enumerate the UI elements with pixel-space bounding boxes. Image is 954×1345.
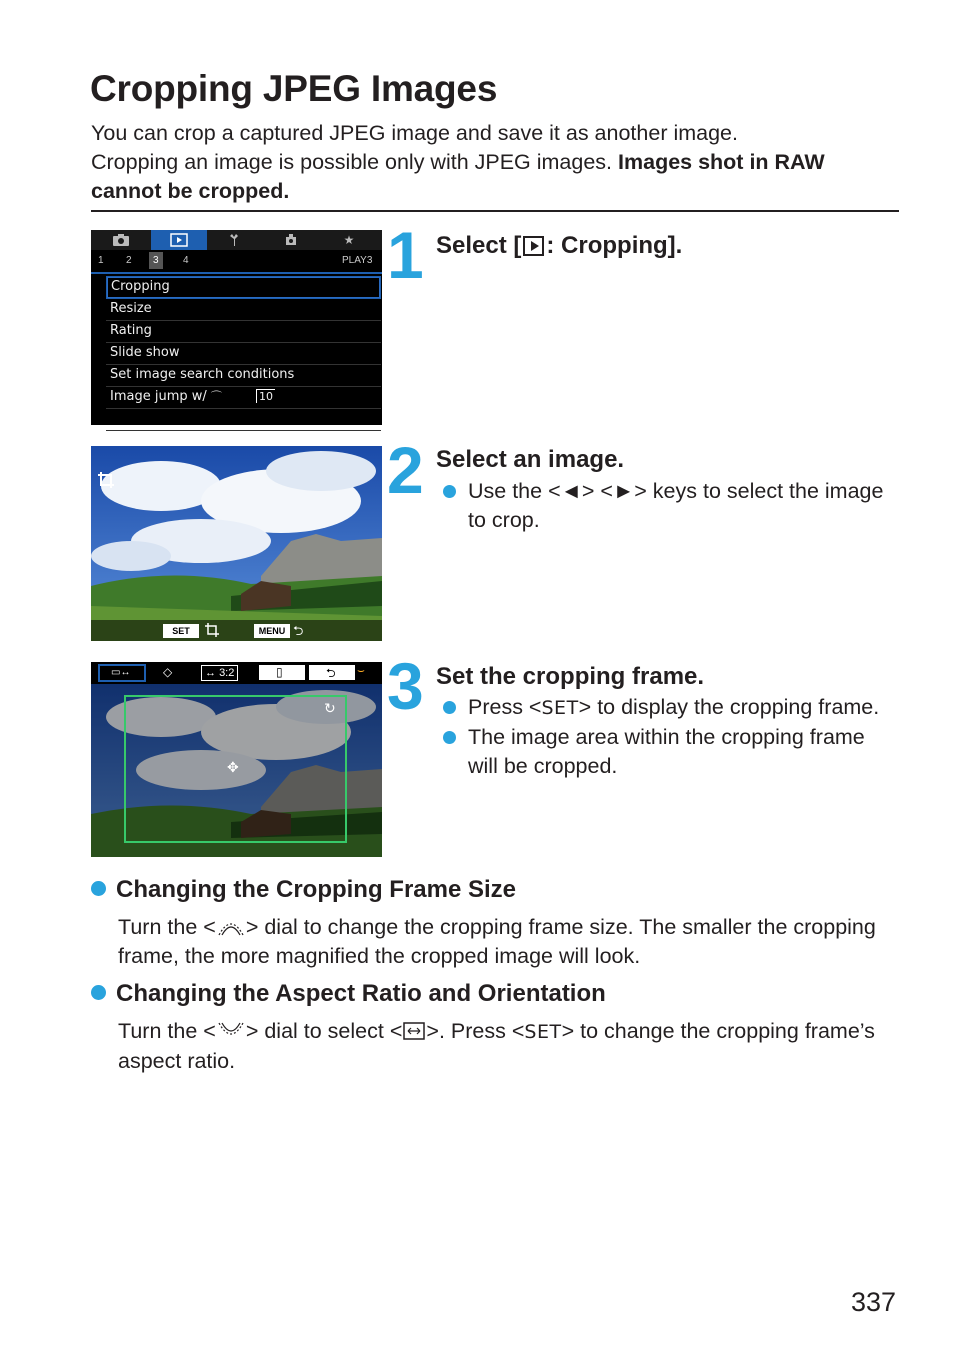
camera-icon <box>93 230 149 250</box>
section-aspect-title: Changing the Aspect Ratio and Orientation <box>116 980 606 1007</box>
page-number: 337 <box>851 1287 897 1317</box>
crop-frame-screenshot <box>91 662 382 857</box>
menu-tabs <box>91 230 382 250</box>
section-aspect-body <box>118 1017 908 1076</box>
menu-button-label: MENU <box>254 624 290 638</box>
step1-heading <box>436 232 682 260</box>
menu-item-slide-show: Slide show <box>106 343 381 365</box>
rotate-frame-icon: ↻ <box>324 700 336 716</box>
bullet-dot <box>443 485 456 498</box>
title-divider <box>91 210 899 212</box>
section2-body-post: > to change the cropping frame’s aspect ratio. <box>118 1019 875 1073</box>
intro-line1: You can crop a captured JPEG image and save it as another image. <box>91 121 738 145</box>
menu-items <box>106 276 381 431</box>
aspect-ratio-indicator: ↔ 3:2 <box>201 665 238 681</box>
rotate-icon: ◇ <box>163 665 173 679</box>
step3-bullets <box>436 693 896 781</box>
bullet-dot <box>443 731 456 744</box>
section-aspect-heading <box>91 980 606 1008</box>
step3-bullet2-text: The image area within the cropping frame will be cropped. <box>468 725 865 778</box>
step-number-3: 3 <box>387 649 424 723</box>
return-icon: ⮌ <box>326 666 336 680</box>
quick-control-dial-icon <box>216 1020 246 1040</box>
bullet-dot <box>443 701 456 714</box>
crop-size-icon: ▭↔ <box>111 667 131 678</box>
step3-bullet-2 <box>436 723 896 781</box>
playback-icon <box>151 230 207 250</box>
subtab-3: 3 <box>149 252 163 269</box>
save-icon: ▯ <box>276 665 283 679</box>
return-icon: ⮌ <box>293 623 304 638</box>
section2-body-pre: Turn the < <box>118 1019 216 1043</box>
jump-10-icon: 10 <box>256 389 275 403</box>
move-frame-icon: ✥ <box>227 759 239 775</box>
dial-icon: ⌒ <box>210 390 222 403</box>
step2-bullet <box>436 477 896 535</box>
step3-heading: Set the cropping frame. <box>436 663 705 690</box>
subtab-2: 2 <box>126 255 132 266</box>
step2-bullets <box>436 477 896 535</box>
section1-body-pre: Turn the < <box>118 915 216 939</box>
section1-body-post: > dial to change the cropping frame size. The smaller the cropping frame, the more magnified the cropped image will look. <box>118 915 876 968</box>
image-select-screenshot <box>91 446 382 641</box>
menu-item-empty <box>106 409 381 431</box>
wrench-icon <box>207 230 263 250</box>
section2-body-mid2: >. Press < <box>426 1019 525 1043</box>
main-dial-icon <box>216 916 246 936</box>
menu-item-image-jump <box>106 387 381 409</box>
custom-icon <box>263 230 319 250</box>
set-button-glyph: SET <box>541 697 579 719</box>
subtab-4: 4 <box>183 255 189 266</box>
step-number-1: 1 <box>387 218 424 292</box>
star-icon: ★ <box>343 233 355 247</box>
menu-item-cropping: Cropping <box>106 276 381 299</box>
subtab-1: 1 <box>98 255 104 266</box>
intro-line2: Cropping an image is possible only with JPEG images. <box>91 150 619 174</box>
menu-subtabs <box>91 250 382 274</box>
step2-bullet-text: Use the <◄> <►> keys to select the image to crop. <box>468 479 884 532</box>
menu-page-label: PLAY3 <box>342 255 373 266</box>
dial-indicator-icon: ⌣ <box>357 663 365 677</box>
section-frame-size-title: Changing the Cropping Frame Size <box>116 876 517 903</box>
set-button-glyph: SET <box>524 1021 562 1043</box>
playback-icon <box>523 236 544 256</box>
menu-item-search-conditions: Set image search conditions <box>106 365 381 387</box>
crop-small-icon <box>204 622 220 638</box>
section-frame-size-heading <box>91 876 516 904</box>
step2-heading: Select an image. <box>436 446 625 473</box>
set-button-label: SET <box>172 626 190 636</box>
crop-icon <box>97 471 117 491</box>
menu-item-rating: Rating <box>106 321 381 343</box>
step3-bullet1-pre: Press < <box>468 695 542 719</box>
camera-menu-screenshot <box>91 230 382 425</box>
step-number-2: 2 <box>387 433 424 507</box>
step1-heading-post: : Cropping]. <box>546 232 683 259</box>
section-frame-size-body <box>118 913 908 971</box>
intro-paragraph <box>91 119 891 206</box>
section-dot <box>91 985 106 1000</box>
intro-bold-note: Images shot in RAW cannot be cropped. <box>91 150 825 203</box>
section-dot <box>91 881 106 896</box>
step3-bullet1-post: > to display the cropping frame. <box>578 695 880 719</box>
step1-heading-pre: Select [ <box>436 232 522 259</box>
step3-bullet-1 <box>436 693 896 723</box>
menu-item-resize: Resize <box>106 299 381 321</box>
aspect-ratio-label: 3:2 <box>219 667 235 679</box>
page-title: Cropping JPEG Images <box>90 68 498 109</box>
image-jump-label: Image jump w/ <box>110 389 207 404</box>
aspect-ratio-icon <box>402 1020 426 1040</box>
section2-body-mid1: > dial to select < <box>245 1019 403 1043</box>
